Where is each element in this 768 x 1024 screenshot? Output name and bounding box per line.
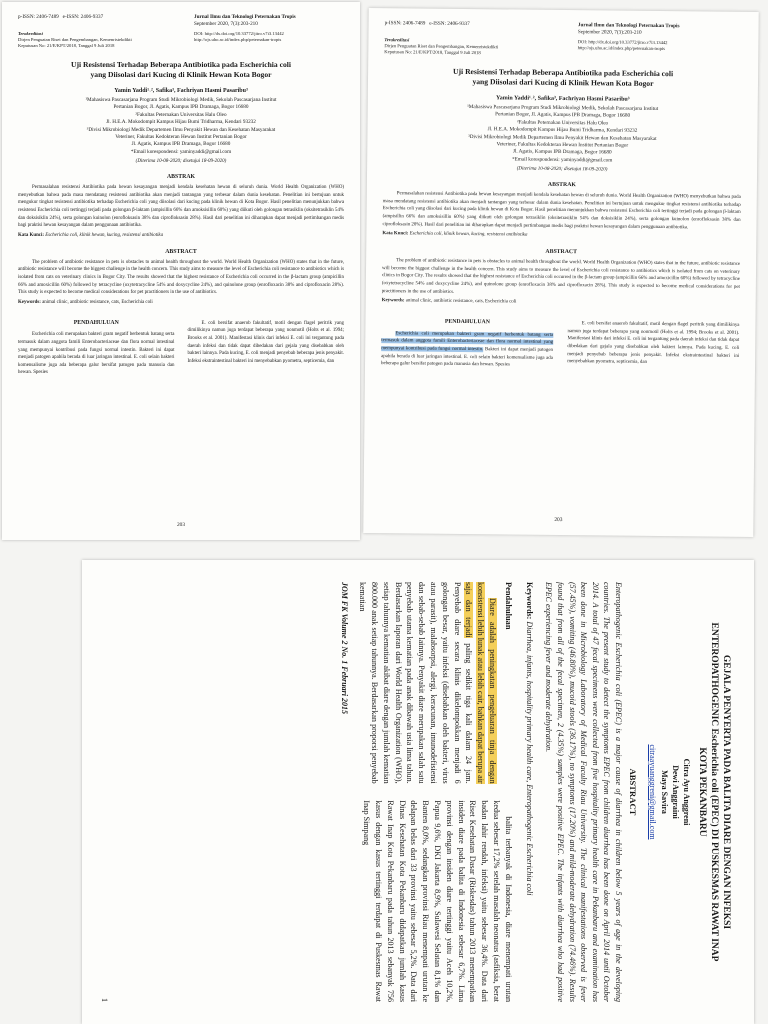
page-number: 203 bbox=[554, 516, 563, 524]
document-page-left bbox=[2, 2, 360, 540]
abstrak-text: Permasalahan resistensi Antibiotika pada hewan kesayangan menjadi kendala kesehatan hewan di seluruh dunia. World Health Organization (WHO) menyebutkan bahwa pada masa mendatang resistensi antibiotika akan menjadi tantangan yang terbesar dalam dunia kesehatan. Penelitian ini bertujuan untuk mengukur tingkat resistensi antibiotika terhadap Escherichia coli yang diisolasi dari kucing pada klinik hewan di Kota Bogor. Hasil penelitian menunjukkan bahwa resistensi Escherichia coli tertinggi terjadi pada golongan β-laktam (ampisillin 66% dan amoksisillin 60%) yang diikuti oleh golongan tetrasiklin (oksitetrasiklin 54% dan doksisiklin 24%), serta golongan kuinolon (enrofloksasin 38% dan ciprofloksasin 28%). Hasil dari penelitian ini diharapkan dapat menjadi pertimbangan medis bagi praktisi hewan kesayangan dalam penggunaan antibiotika. bbox=[18, 185, 344, 229]
accreditation: Terakreditasi Dirjen Penguatan Riset dan Pengembangan, Kemenristekdikti Keputusan No: 21/E/KPT/2018, Tanggal 9 Juli 2018 bbox=[18, 31, 132, 48]
doi-link[interactable]: DOI: http://dx.doi.org/10.33772/jitro.v7i3.13442 bbox=[577, 39, 668, 46]
highlighted-sentence[interactable]: Escherichia coli merupakan bakteri gram negatif berbentuk batang serta termasuk dalam anggota famili Enterobacteriaceae dan flora normal intestinal yang mempunyai kontribusi pada fungsi normal intestin. bbox=[381, 331, 554, 353]
journal-header: p-ISSN: 2406-7489 e-ISSN: 2406-9337 Jurnal Ilmu dan Teknologi Peternakan Tropis September 2020, 7(3):203-210 bbox=[384, 20, 680, 36]
doi-link[interactable]: DOI: http://dx.doi.org/10.33772/jitro.v7i3.13442 bbox=[194, 31, 284, 36]
kata-kunci: Kata Kunci: Escherichia coli, klinik hewan, kucing, resistensi antibiotika bbox=[18, 232, 164, 238]
column-left: PENDAHULUAN Escherichia coli merupakan bakteri gram negatif berbentuk batang serta termasuk dalam anggota famili Enterobacteriaceae dan flora normal intestinal yang mempunyai kontribusi pada fungsi normal intestin. Bakteri ini dapat menjadi patogen apabila berada di luar jaringan intestinal. E. coli selain bakteri komensalisme juga ada beberapa galur bersifat patogen pada manusia dan hewan. Spesies bbox=[381, 318, 554, 368]
abstrak-heading: ABSTRAK bbox=[166, 174, 196, 181]
highlighted-sentence[interactable]: Diare adalah peningkatan pengeluaran tinja dengan konsistensi lebih lunak atau lebih cair, bahkan dapat berupa air saja dan terjadi bbox=[464, 582, 498, 784]
page-number: 203 bbox=[176, 522, 186, 528]
column-right: E. coli bersifat anaerob fakultatif, motil dengan flagel peritrik yang dimilikinya namun juga terdapat beberapa yang nonmotil (Holts et al. 1994; Brooks et al. 2001). Manifestasi klinis dari infeksi E. coli ini tergantung pada daerah infeksi dan tidak dapat dibedakan dari gejala yang disebabkan oleh bakteri lainnya. Pada kucing, E. coli menjadi penyebab beberapa jenis penyakit. Infeksi ekstraintestinal bakteri ini menyebabkan pyometra, septicemia, dan bbox=[567, 321, 740, 366]
page-footer: JOM FK Volume 2 No. 1 Februari 2015 bbox=[340, 582, 350, 715]
issn: p-ISSN: 2406-7489 bbox=[18, 14, 59, 20]
abstract-text: The problem of antibiotic resistance in pets is obstacles to animal health throughout the world. World Health Organization (WHO) states that in the future, antibiotic resistance will become the biggest challenge in the health concern. This study aims to measure the level of Escherichia coli resistance to antibiotics which is isolated from cats on veterinary clinics in Bogor City. The results showed that the highest resistance of Escherichia coli occurred in the β-lactam group (ampicillin 66% and amoxicillin 60%) followed by tetracycline (oxytetracycline 54% and doxycycline 24%), and quinolone group (enrofloxacin 38% and ciprofloxacin 28%). This study is expected to become medical considerations for pet practitioners in the use of antibiotics. bbox=[381, 258, 741, 295]
accreditation: Terakreditasi Dirjen Penguatan Riset dan Pengembangan, Kemenristekdikti Keputusan No: 21/E/KPT/2018, Tanggal 9 Juli 2018 bbox=[384, 37, 499, 56]
keywords: Keywords: animal clinic, antibiotic resistance, cats, Escherichia coli bbox=[381, 298, 517, 305]
article-authors: Yamin Yaddi¹˒², Safika³, Fachriyan Hasmi Pasaribu³ bbox=[496, 95, 630, 103]
abstract-heading: ABSTRACT bbox=[628, 768, 638, 816]
kata-kunci: Kata Kunci: Escherichia coli, klinik hewan, kucing, resistensi antibiotika bbox=[382, 231, 528, 238]
affiliations: ¹Mahasiswa Pascasarjana Program Studi Mikrobiologi Medik, Sekolah Pascasarjana Institut Pertanian Bogor, Jl. Agatis, Kampus IPB Dramaga, Bogor 16680 ²Fakultas Peternakan Universitas Halu Oleo Jl. H.E.A. Mokodompit Kampus Hijau Bumi Tridharma, Kendari 93232 ³Divisi Mikrobiologi Medik Departemen Ilmu Penyakit Hewan dan Kesehatan Masyarakat Veteriner, Fakultas Kedokteran Hewan Institut Pertanian Bogor Jl. Agatis, Kampus IPB Dramaga, Bogor 16680 *Email korespondensi: yaminyaddi@gmail.com bbox=[467, 104, 659, 164]
abstract-text: Enteropathogenic Escherichia coli (EPEC) is a major cause of diarrhea in children below 5 years of age in the developing countries. The present study to detect the symptoms EPEC from children diarrhea has been done on April 2014 until October 2014. A total of 47 fecal specimens were collected from five hospitality primary health care in Pekanbaru and examination has been done in Microbiology Laboratory of Medical Faculty Riau University. The clinical manifestations observed is fever (57.45%), vomiting (46.80%), mucoid stools (36.17%), no symptoms (17.20%) and mild-moderate dehydration (74.46%). Results found that from all of the fecal specimen, 2 (4.35%) samples were positive EPEC. The infants with diarrhea who had positive EPEC experiencing fever and moderate dehydration. bbox=[544, 582, 623, 1002]
page-number: 1 bbox=[100, 998, 109, 1002]
journal-url[interactable]: http://ojs.uho.ac.id/index.php/peternakan-tropis bbox=[577, 45, 665, 52]
column-right: E. coli bersifat anaerob fakultatif, motil dengan flagel peritrik yang dimilikinya namun juga terdapat beberapa yang nonmotil (Holts et al. 1994; Brooks et al. 2001). Manifestasi klinis dari infeksi E. coli ini tergantung pada daerah infeksi dan tidak dapat dibedakan dari gejala yang disebabkan oleh bakteri lainnya. Pada kucing, E. coli menjadi penyebab beberapa jenis penyakit. Infeksi ekstraintestinal bakteri ini menyebabkan pyometra, septicemia, dan bbox=[187, 320, 344, 364]
intro-first-sentence: Escherichia coli merupakan bakteri gram negatif berbentuk batang serta termasuk dalam anggota famili Enterobacteriaceae dan flora normal intestinal yang mempunyai kontribusi pada fungsi normal intestin. bbox=[18, 332, 175, 353]
document-page-right bbox=[363, 8, 758, 537]
keywords: Keywords: Diarrhea, infants, hospitality primary health care, Enteropathogenic Escherichia coli bbox=[524, 582, 534, 896]
affiliations: ¹Mahasiswa Pascasarjana Program Studi Mikrobiologi Medik, Sekolah Pascasarjana Institut Pertanian Bogor, Jl. Agatis, Kampus IPB Dramaga, Bogor 16680 ²Fakultas Peternakan Universitas Halu Oleo Jl. H.E.A. Mokodompit Kampus Hijau Bumi Tridharma, Kendari 93232 ³Divisi Mikrobiologi Medik Departemen Ilmu Penyakit Hewan dan Kesehatan Masyarakat Veteriner, Fakultas Kedokteran Hewan Institut Pertanian Bogor Jl. Agatis, Kampus IPB Dramaga, Bogor 16680 *Email korespondensi: yaminyaddi@gmail.com bbox=[85, 97, 277, 155]
body-columns bbox=[381, 318, 739, 371]
column-right: balita terbanyak di Indonesia, diare menempati urutan kedua sebesar 17,2% setelah masalah neonatus (asfiksia, berat badan lahir rendah, infeksi) yaitu sebesar 36,4%. Data dari Riset Kesehatan Dasar (Riskesdas) tahun 2013 menempatkan insiden diare pada balita di Indonesia sebesar 6,7%. Lima provinsi dengan insiden diare tertinggi yaitu Aceh 10,2%, Papua 9,6%, DKI Jakarta 8,9%, Sulawesi Selatan 8,1% dan Banten 8,0%, sedangkan provinsi Riau menempati urutan ke delapan belas dari 33 provinsi yaitu sebesar 5,2%. Data dari Dinas Kesehatan Kota Pekanbaru didapatkan jumlah kasus Rawat Inap Kota Pekanbaru pada tahun 2013 sebanyak 756 kasus dengan kasus tertinggi terdapat di Puskesmas Rawat Inap Simpang bbox=[362, 800, 513, 1002]
author-email-link[interactable]: citraayuanggreni@gmail.com bbox=[648, 744, 657, 840]
article-title: GEJALA PENYERTA PADA BALITA DIARE DENGAN INFEKSI ENTEROPATHOGENIC Escherichia coli (EPEC) DI PUSKESMAS RAWAT INAP KOTA PEKANBARU bbox=[697, 622, 731, 962]
abstrak-text: Permasalahan resistensi Antibiotika pada hewan kesayangan menjadi kendala kesehatan hewan di seluruh dunia. World Health Organization (WHO) menyebutkan bahwa pada masa mendatang resistensi antibiotika akan menjadi tantangan yang terbesar dalam dunia kesehatan. Penelitian ini bertujuan untuk mengukur tingkat resistensi antibiotika terhadap Escherichia coli yang diisolasi dari kucing pada klinik hewan di Kota Bogor. Hasil penelitian menunjukkan bahwa resistensi Escherichia coli tertinggi terjadi pada golongan β-laktam (ampisillin 66% dan amoksisillin 60%) yang diikuti oleh golongan tetrasiklin (oksitetrasiklin 54% dan doksisiklin 24%), serta golongan kuinolon (enrofloksasin 38% dan ciprofloksasin 28%). Hasil dari penelitian ini diharapkan dapat menjadi pertimbangan medis bagi praktisi hewan kesayangan dalam penggunaan antibiotika. bbox=[382, 191, 741, 230]
abstrak-heading: ABSTRAK bbox=[547, 182, 576, 189]
received-dates: (Diterima 10-08-2020; disetujui 18-09-2020) bbox=[135, 159, 227, 165]
article-authors: Citra Ayu Anggreni Dewi Anggraini Maya Savira bbox=[660, 758, 691, 826]
article-authors: Yamin Yaddi¹˒², Safika³, Fachriyan Hasmi Pasaribu³ bbox=[114, 88, 248, 94]
abstract-heading: ABSTRACT bbox=[545, 249, 578, 256]
body-columns bbox=[339, 582, 514, 1002]
page-content bbox=[363, 8, 758, 537]
journal-issue: September 2020, 7(3):203-210 bbox=[194, 21, 258, 27]
journal-name: Jurnal Ilmu dan Teknologi Peternakan Tropis bbox=[194, 14, 296, 20]
rotated-page-content bbox=[82, 560, 754, 1024]
intro-heading: Pendahuluan bbox=[503, 582, 513, 630]
article-title: Uji Resistensi Terhadap Beberapa Antibiotika pada Escherichia coli yang Diisolasi dari Kucing di Klinik Hewan Kota Bogor bbox=[453, 66, 674, 88]
intro-heading: PENDAHULUAN bbox=[444, 318, 490, 326]
keywords: Keywords: animal clinic, antibiotic resistance, cats, Escherichia coli bbox=[18, 299, 153, 305]
body-columns bbox=[18, 320, 344, 377]
abstract-text: The problem of antibiotic resistance in pets is obstacles to animal health throughout the world. World Health Organization (WHO) states that in the future, antibiotic resistance will become the biggest challenge in the health concern. This study aims to measure the level of Escherichia coli resistance to antibiotics which is isolated from cats on veterinary clinics in Bogor City. The results showed that the highest resistance of Escherichia coli occurred in the β-lactam group (ampicillin 66% and amoxicillin 60%) followed by tetracycline (oxytetracycline 54% and doxycycline 24%), and quinolone group (enrofloxacin 38% and ciprofloxacin 28%). This study is expected to become medical considerations for pet practitioners in the use of antibiotics. bbox=[18, 259, 344, 296]
journal-url[interactable]: http://ojs.uho.ac.id/index.php/peternakan-tropis bbox=[194, 37, 282, 42]
column-left: PENDAHULUAN Escherichia coli merupakan bakteri gram negatif berbentuk batang serta termasuk dalam anggota famili Enterobacteriaceae dan flora normal intestinal yang mempunyai kontribusi pada fungsi normal intestin. Bakteri ini dapat menjadi patogen apabila berada di luar jaringan intestinal. E. coli selain bakteri komensalisme juga ada beberapa galur bersifat patogen pada manusia dan hewan. Spesies bbox=[18, 319, 175, 376]
intro-heading: PENDAHULUAN bbox=[73, 319, 119, 326]
column-left: Pendahuluan Diare adalah peningkatan pengeluaran tinja dengan konsistensi lebih lunak atau lebih cair, bahkan dapat berupa air saja dan terjadi paling sedikit tiga kali dalam 24 jam. Penyebab diare secara klinis dikelompokkan menjadi 6 golongan besar, yaitu infeksi (disebabkan oleh bakteri, virus atau parasit), malabsorpsi, alergi, keracunan, imunodefisiensi dan sebab-sebab lainnya. Penyakit diare merupakan salah satu penyebab utama kematian pada anak dibawah usia lima tahun. Berdasarkan laporan dari World Health Organization (WHO), setiap tahunnya kematian akibat diare dengan jumlah kematian 800.000 anak setiap tahunnya. Berdasarkan proporsi penyebab kematian JOM FK Volume 2 No. 1 Februari 2015 bbox=[340, 582, 513, 784]
page-content bbox=[2, 2, 360, 540]
document-page-rotated bbox=[82, 560, 754, 1024]
eissn: e-ISSN: 2406-9337 bbox=[62, 14, 104, 20]
journal-header bbox=[18, 14, 344, 28]
received-dates: (Diterima 10-08-2020; disetujui 18-09-2020) bbox=[516, 166, 608, 173]
article-title: Uji Resistensi Terhadap Beberapa Antibiotika pada Escherichia coli yang Diisolasi dari Kucing di Klinik Hewan Kota Bogor bbox=[70, 60, 292, 79]
abstract-heading: ABSTRACT bbox=[165, 248, 197, 255]
